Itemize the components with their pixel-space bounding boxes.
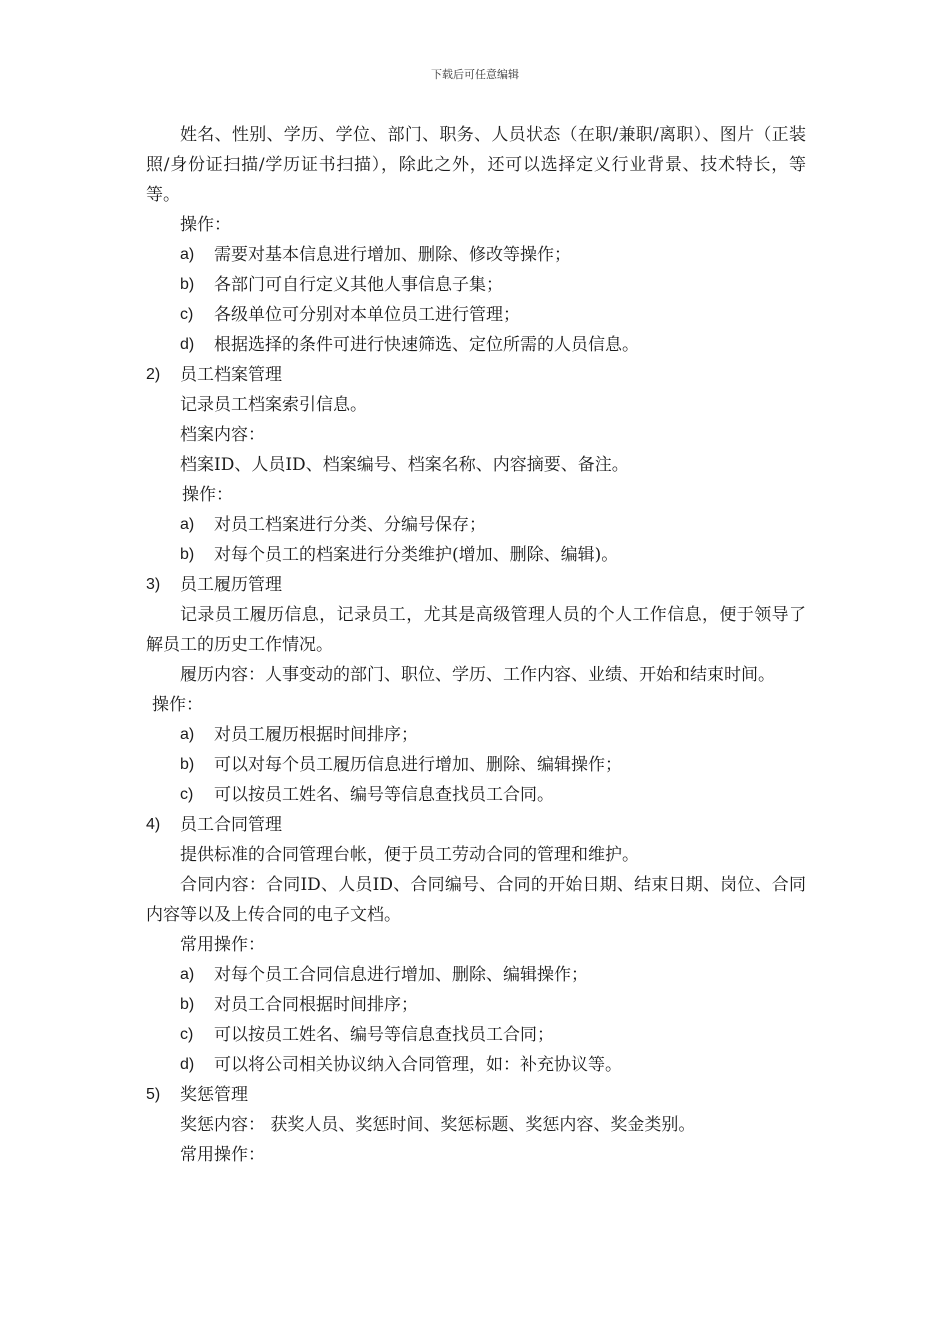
- section-number: 3): [146, 576, 161, 593]
- list-marker: a): [180, 246, 195, 263]
- section-heading: [146, 1080, 806, 1110]
- section-number: 2): [146, 366, 161, 383]
- list-item: [146, 540, 806, 570]
- paragraph: 操作：: [182, 485, 233, 505]
- list-item: [146, 270, 806, 300]
- list-marker: b): [180, 996, 195, 1013]
- list-item: [146, 990, 806, 1020]
- list-marker: c): [180, 306, 194, 323]
- document-body: [146, 120, 806, 1170]
- paragraph: 操作：: [180, 215, 231, 235]
- list-marker: a): [180, 516, 195, 533]
- paragraph: 常用操作：: [180, 1145, 265, 1165]
- list-marker: b): [180, 546, 195, 563]
- list-marker: c): [180, 1026, 194, 1043]
- paragraph: 操作：: [152, 695, 203, 715]
- section-heading: [146, 360, 806, 390]
- list-marker: a): [180, 966, 195, 983]
- list-item-text: 各部门可自行定义其他人事信息子集；: [214, 275, 503, 295]
- list-marker: b): [180, 276, 195, 293]
- list-item-text: 可以按员工姓名、编号等信息查找员工合同；: [214, 1025, 554, 1045]
- list-marker: a): [180, 726, 195, 743]
- list-item-text: 对每个员工合同信息进行增加、删除、编辑操作；: [214, 965, 588, 985]
- page-header: 下载后可任意编辑: [431, 68, 519, 81]
- list-marker: d): [180, 1056, 195, 1073]
- list-item: [146, 750, 806, 780]
- section-number: 4): [146, 816, 161, 833]
- list-item-text: 对员工合同根据时间排序；: [214, 995, 418, 1015]
- section-title: 员工履历管理: [180, 575, 282, 595]
- section-title: 员工合同管理: [180, 815, 282, 835]
- paragraph: 姓名、性别、学历、学位、部门、职务、人员状态（在职/兼职/离职）、图片（正装照/身份证扫描/学历证书扫描），除此之外，还可以选择定义行业背景、技术特长，等等。: [146, 125, 806, 205]
- list-item-text: 可以按员工姓名、编号等信息查找员工合同。: [214, 785, 554, 805]
- list-item-text: 对每个员工的档案进行分类维护(增加、删除、编辑)。: [214, 545, 619, 565]
- list-item: [146, 330, 806, 360]
- list-marker: c): [180, 786, 194, 803]
- section-heading: [146, 570, 806, 600]
- list-item-text: 可以对每个员工履历信息进行增加、删除、编辑操作；: [214, 755, 622, 775]
- list-item-text: 可以将公司相关协议纳入合同管理，如：补充协议等。: [214, 1055, 622, 1075]
- list-item-text: 根据选择的条件可进行快速筛选、定位所需的人员信息。: [214, 335, 639, 355]
- paragraph: 档案内容：: [180, 425, 265, 445]
- section-title: 奖惩管理: [180, 1085, 248, 1105]
- paragraph: 常用操作：: [180, 935, 265, 955]
- paragraph: 记录员工履历信息，记录员工，尤其是高级管理人员的个人工作信息，便于领导了解员工的历史工作情况。: [146, 605, 806, 655]
- list-item: [146, 240, 806, 270]
- paragraph: 履历内容：人事变动的部门、职位、学历、工作内容、业绩、开始和结束时间。: [180, 665, 775, 685]
- paragraph: 提供标准的合同管理台帐，便于员工劳动合同的管理和维护。: [180, 845, 639, 865]
- list-item-text: 对员工履历根据时间排序；: [214, 725, 418, 745]
- section-heading: [146, 810, 806, 840]
- list-item: [146, 1050, 806, 1080]
- list-item: [146, 300, 806, 330]
- paragraph: 记录员工档案索引信息。: [180, 395, 367, 415]
- list-item-text: 对员工档案进行分类、分编号保存；: [214, 515, 486, 535]
- list-item: [146, 510, 806, 540]
- paragraph: 合同内容：合同ID、人员ID、合同编号、合同的开始日期、结束日期、岗位、合同内容等以及上传合同的电子文档。: [146, 875, 806, 925]
- section-title: 员工档案管理: [180, 365, 282, 385]
- list-item-text: 需要对基本信息进行增加、删除、修改等操作；: [214, 245, 571, 265]
- paragraph: 奖惩内容： 获奖人员、奖惩时间、奖惩标题、奖惩内容、奖金类别。: [180, 1115, 696, 1135]
- list-item: [146, 1020, 806, 1050]
- paragraph: 档案ID、人员ID、档案编号、档案名称、内容摘要、备注。: [180, 455, 629, 475]
- section-number: 5): [146, 1086, 161, 1103]
- list-item-text: 各级单位可分别对本单位员工进行管理；: [214, 305, 520, 325]
- list-marker: d): [180, 336, 195, 353]
- list-item: [146, 720, 806, 750]
- list-item: [146, 960, 806, 990]
- list-marker: b): [180, 756, 195, 773]
- list-item: [146, 780, 806, 810]
